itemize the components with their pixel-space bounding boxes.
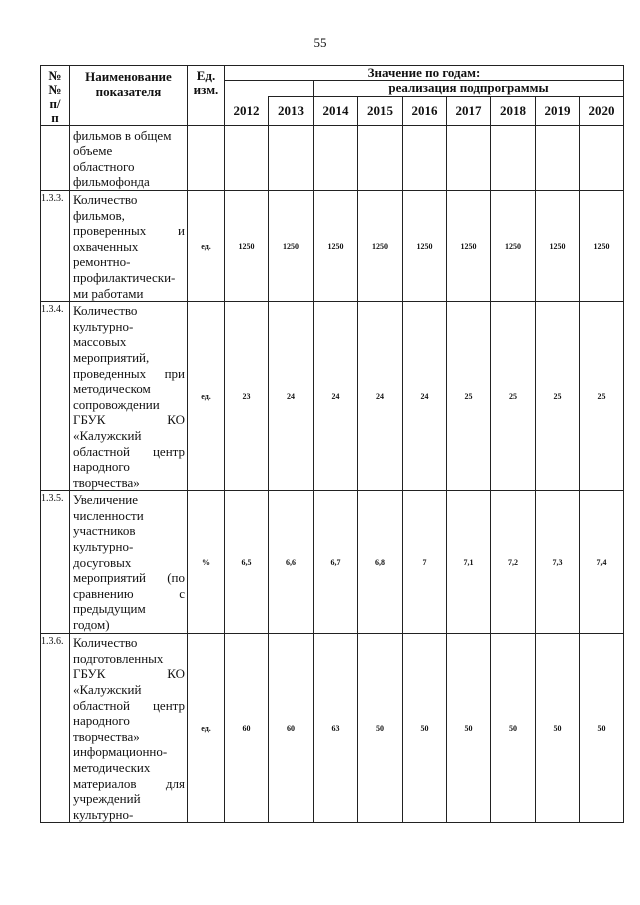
value-cell-2014: 63 [314, 634, 358, 823]
indicator-name-line: культурно- [73, 539, 134, 555]
year-2019: 2019 [536, 96, 580, 126]
indicator-name [70, 634, 188, 823]
row-number: 1.3.5. [41, 491, 70, 634]
value-cell-2012: 60 [225, 634, 269, 823]
indicator-name-line: подготовленных [73, 650, 164, 666]
indicator-name-line: народного [73, 459, 130, 475]
indicator-name-line: участников [73, 523, 136, 539]
indicator-name-line: Количество [73, 303, 138, 319]
table-row [41, 302, 624, 491]
indicator-name-word: центр [152, 697, 185, 713]
header-number: № № п/ п [41, 66, 70, 126]
table-row [41, 634, 624, 823]
value-cell-2019: 1250 [536, 191, 580, 302]
value-cell-2019: 7,3 [536, 491, 580, 634]
value-cell-2020: 1250 [580, 191, 624, 302]
year-2018: 2018 [491, 96, 536, 126]
indicator-name-line: методическом [73, 381, 151, 397]
value-cell-2020: 25 [580, 302, 624, 491]
indicator-name-line: объеме [73, 143, 113, 159]
row-number: 1.3.6. [41, 634, 70, 823]
indicator-name-word: и [178, 223, 185, 239]
indicator-name [70, 126, 188, 191]
indicator-name-line: фильмофонда [73, 174, 150, 190]
value-cell-2012: 1250 [225, 191, 269, 302]
indicator-name-line [73, 223, 185, 239]
indicator-name-line: Количество [73, 192, 138, 207]
indicator-name-line: методических [73, 760, 151, 776]
indicator-name-line: культурно- [73, 806, 134, 822]
value-cell-2020 [580, 126, 624, 191]
row-number: 1.3.4. [41, 302, 70, 491]
indicator-name-word: проверенных [73, 223, 147, 239]
value-cell-2014: 1250 [314, 191, 358, 302]
indicator-name-line: областного [73, 158, 135, 174]
header-subprogram: реализация подпрограммы [314, 81, 624, 96]
indicator-name-line [73, 412, 185, 428]
indicator-name-line: сопровождении [73, 396, 160, 412]
year-2017: 2017 [447, 96, 491, 126]
row-number [41, 126, 70, 191]
indicator-name-line: фильмов в общем [73, 127, 172, 143]
indicator-name-word: КО [167, 412, 185, 428]
indicator-name-line: Количество [73, 635, 138, 651]
year-2016: 2016 [403, 96, 447, 126]
indicator-name-word: при [164, 365, 185, 381]
indicator-name-line: ми работами [73, 285, 144, 301]
row-number: 1.3.3. [41, 191, 70, 302]
year-2014: 2014 [314, 96, 358, 126]
value-cell-2015: 24 [358, 302, 403, 491]
value-cell-2015: 6,8 [358, 491, 403, 634]
value-cell-2015: 1250 [358, 191, 403, 302]
indicator-name-line: «Калужский [73, 682, 142, 698]
indicator-name-line: охваченных [73, 238, 139, 254]
indicator-name-line: информационно- [73, 744, 168, 760]
year-2012: 2012 [225, 96, 269, 126]
value-cell-2017: 1250 [447, 191, 491, 302]
indicator-name-word: центр [152, 443, 185, 459]
indicator-name-line: творчества» [73, 474, 140, 490]
value-cell-2019: 50 [536, 634, 580, 823]
indicator-name-line [73, 698, 185, 714]
header-indicator-name: Наименование показателя [70, 66, 188, 126]
indicator-name-line [73, 444, 185, 460]
indicator-name-word: (по [167, 570, 185, 586]
indicator-name-line: численности [73, 507, 144, 523]
unit-cell: ед. [188, 191, 225, 302]
indicator-name-word: с [179, 585, 185, 601]
value-cell-2016: 1250 [403, 191, 447, 302]
indicator-name-line: мероприятий, [73, 349, 150, 365]
value-cell-2017: 25 [447, 302, 491, 491]
value-cell-2017 [447, 126, 491, 191]
value-cell-2012: 6,5 [225, 491, 269, 634]
year-2015: 2015 [358, 96, 403, 126]
page-number: 55 [313, 35, 327, 50]
header-unit: Ед. изм. [188, 66, 225, 126]
indicators-table [40, 65, 624, 823]
value-cell-2013: 60 [269, 634, 314, 823]
value-cell-2013: 6,6 [269, 491, 314, 634]
value-cell-2016 [403, 126, 447, 191]
value-cell-2012 [225, 126, 269, 191]
value-cell-2012: 23 [225, 302, 269, 491]
indicator-name-word: сравнению [73, 585, 134, 601]
value-cell-2017: 50 [447, 634, 491, 823]
indicator-name-line: досуговых [73, 554, 132, 570]
table-row [41, 126, 624, 191]
table-row [41, 491, 624, 634]
value-cell-2018 [491, 126, 536, 191]
indicator-name-line: фильмов, [73, 207, 125, 223]
value-cell-2013: 1250 [269, 191, 314, 302]
indicator-name-line: учреждений [73, 791, 141, 807]
value-cell-2019: 25 [536, 302, 580, 491]
value-cell-2015 [358, 126, 403, 191]
value-cell-2014 [314, 126, 358, 191]
indicator-name-line: ремонтно- [73, 254, 131, 270]
value-cell-2018: 25 [491, 302, 536, 491]
indicator-name-line [73, 570, 185, 586]
indicator-name [70, 491, 188, 634]
value-cell-2013: 24 [269, 302, 314, 491]
indicator-name-line: Увеличение [73, 492, 139, 508]
indicator-name-word: ГБУК [73, 666, 106, 682]
indicator-name-line: «Калужский [73, 427, 142, 443]
value-cell-2017: 7,1 [447, 491, 491, 634]
year-2013: 2013 [269, 96, 314, 126]
unit-cell [188, 126, 225, 191]
unit-cell: ед. [188, 302, 225, 491]
indicator-name-word: ГБУК [73, 412, 106, 428]
value-cell-2019 [536, 126, 580, 191]
header-values-by-year: Значение по годам: [225, 66, 624, 81]
indicator-name-word: КО [167, 666, 185, 682]
indicator-name [70, 302, 188, 491]
indicator-name-line [73, 776, 185, 792]
value-cell-2020: 7,4 [580, 491, 624, 634]
indicator-name-line: творчества» [73, 728, 140, 744]
value-cell-2014: 6,7 [314, 491, 358, 634]
year-2020: 2020 [580, 96, 624, 126]
indicator-name-line [73, 586, 185, 602]
value-cell-2015: 50 [358, 634, 403, 823]
value-cell-2016: 7 [403, 491, 447, 634]
indicator-name-word: для [165, 775, 185, 791]
value-cell-2016: 24 [403, 302, 447, 491]
value-cell-2014: 24 [314, 302, 358, 491]
indicator-name-line: профилактически- [73, 269, 176, 285]
indicator-name-line: годом) [73, 617, 110, 633]
indicator-name [70, 191, 188, 302]
indicator-name-line [73, 666, 185, 682]
indicator-name-word: областной [73, 697, 130, 713]
value-cell-2018: 50 [491, 634, 536, 823]
indicator-name-line: предыдущим [73, 601, 146, 617]
value-cell-2018: 7,2 [491, 491, 536, 634]
table-row [41, 191, 624, 302]
indicator-name-word: материалов [73, 775, 137, 791]
indicator-name-line [73, 366, 185, 382]
value-cell-2020: 50 [580, 634, 624, 823]
indicator-name-word: проведенных [73, 365, 147, 381]
indicator-name-word: мероприятий [73, 570, 146, 586]
value-cell-2018: 1250 [491, 191, 536, 302]
unit-cell: % [188, 491, 225, 634]
indicator-name-line: культурно- [73, 318, 134, 334]
value-cell-2016: 50 [403, 634, 447, 823]
unit-cell: ед. [188, 634, 225, 823]
indicator-name-word: областной [73, 443, 130, 459]
value-cell-2013 [269, 126, 314, 191]
indicator-name-line: массовых [73, 334, 127, 350]
indicator-name-line: народного [73, 713, 130, 729]
